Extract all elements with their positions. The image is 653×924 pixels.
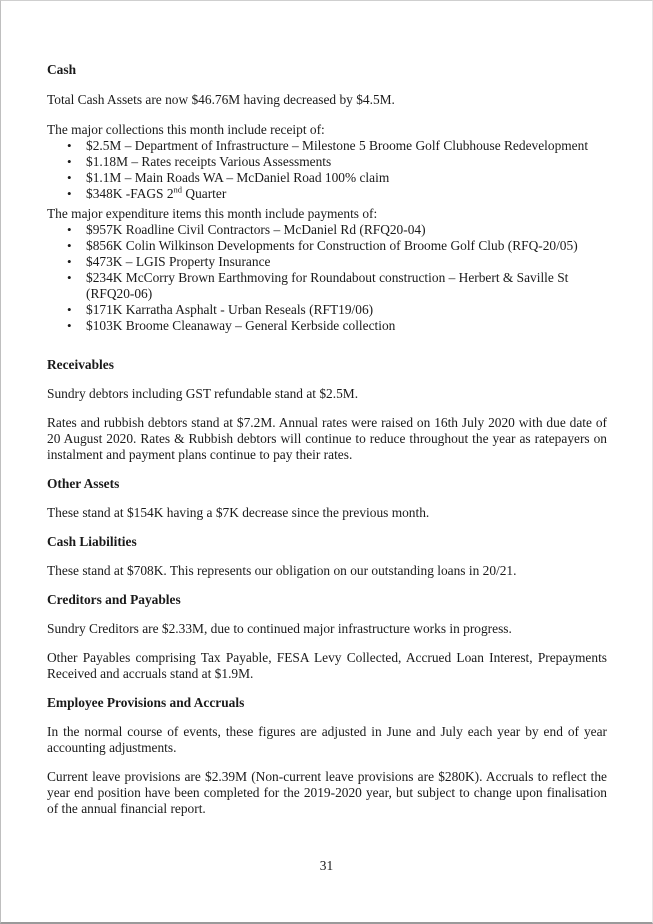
receivables-heading: Receivables (47, 357, 114, 372)
cash-heading: Cash (47, 62, 77, 77)
creditors-other: Other Payables comprising Tax Payable, FESA Levy Collected, Accrued Loan Interest, Prepayments Received and accruals stand at $1.9M. (47, 650, 607, 681)
fags-superscript: nd (173, 184, 183, 195)
expenditure-intro: The major expenditure items this month include payments of: (47, 206, 378, 221)
expenditure-list (47, 222, 607, 334)
list-item: • $1.1M – Main Roads WA – McDaniel Road 100% claim (47, 170, 607, 186)
list-item: • $103K Broome Cleanaway – General Kerbside collection (47, 318, 607, 334)
list-item: • $1.18M – Rates receipts Various Assessments (47, 154, 607, 170)
page-number: 31 (319, 858, 334, 873)
employee-leave: Current leave provisions are $2.39M (Non-current leave provisions are $280K). Accruals to reflect the year end position have been completed for the 2019-2020 year, but subject to change upon finalisation of the annual financial report. (47, 769, 607, 816)
creditors-sundry: Sundry Creditors are $2.33M, due to continued major infrastructure works in progress. (47, 621, 512, 636)
employee-adjustments: In the normal course of events, these figures are adjusted in June and July each year by end of year accounting adjustments. (47, 724, 607, 755)
list-item: • $2.5M – Department of Infrastructure – Milestone 5 Broome Golf Clubhouse Redevelopment (47, 138, 607, 154)
fags-text: $348K -FAGS 2 (86, 186, 174, 201)
fags-quarter: Quarter (182, 186, 227, 201)
collections-list (47, 138, 607, 202)
receivables-rates: Rates and rubbish debtors stand at $7.2M. Annual rates were raised on 16th July 2020 with due date of 20 August 2020. Rates & Rubbish debtors will continue to reduce throughout the year as ratepayers on instalment and payment plans continue to pay their rates. (47, 415, 607, 462)
list-item: • $473K – LGIS Property Insurance (47, 254, 607, 270)
list-item: • $171K Karratha Asphalt - Urban Reseals (RFT19/06) (47, 302, 607, 318)
employee-heading: Employee Provisions and Accruals (47, 695, 245, 710)
collections-intro: The major collections this month include receipt of: (47, 122, 325, 137)
other-assets-text: These stand at $154K having a $7K decrease since the previous month. (47, 505, 430, 520)
list-item (47, 186, 607, 202)
cash-liabilities-heading: Cash Liabilities (47, 534, 137, 549)
report-body (47, 62, 607, 817)
list-item: • $856K Colin Wilkinson Developments for Construction of Broome Golf Club (RFQ-20/05) (47, 238, 607, 254)
other-assets-heading: Other Assets (47, 476, 120, 491)
creditors-heading: Creditors and Payables (47, 592, 181, 607)
cash-liabilities-text: These stand at $708K. This represents our obligation on our outstanding loans in 20/21. (47, 563, 517, 578)
cash-total: Total Cash Assets are now $46.76M having decreased by $4.5M. (47, 92, 395, 107)
list-item: • $234K McCorry Brown Earthmoving for Roundabout construction – Herbert & Saville St (RFQ20-06) (47, 270, 607, 302)
receivables-sundry: Sundry debtors including GST refundable stand at $2.5M. (47, 386, 359, 401)
list-item: • $957K Roadline Civil Contractors – McDaniel Rd (RFQ20-04) (47, 222, 607, 238)
